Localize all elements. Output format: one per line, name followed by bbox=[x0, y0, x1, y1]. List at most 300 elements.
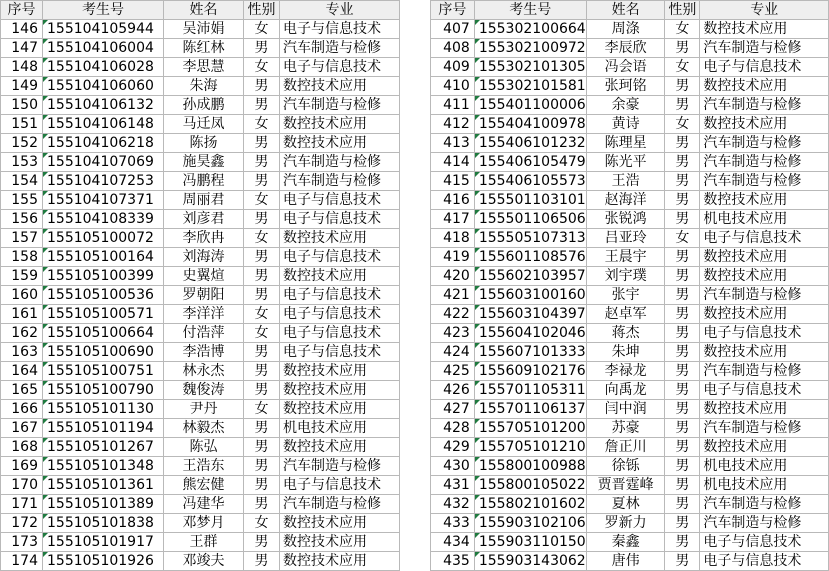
cell-seq[interactable]: 163 bbox=[1, 343, 43, 362]
cell-gender[interactable]: 男 bbox=[665, 457, 700, 476]
cell-gender[interactable]: 女 bbox=[244, 514, 280, 533]
cell-seq[interactable]: 149 bbox=[1, 77, 43, 96]
cell-gender[interactable]: 女 bbox=[244, 305, 280, 324]
cell-seq[interactable]: 424 bbox=[431, 343, 475, 362]
cell-major[interactable]: 数控技术应用 bbox=[280, 229, 400, 248]
cell-seq[interactable]: 162 bbox=[1, 324, 43, 343]
cell-name[interactable]: 张锐鸿 bbox=[586, 210, 665, 229]
cell-gender[interactable]: 女 bbox=[665, 20, 700, 39]
cell-exam-no[interactable]: 155104107371 bbox=[43, 191, 164, 210]
cell-gender[interactable]: 男 bbox=[665, 400, 700, 419]
cell-major[interactable]: 电子与信息技术 bbox=[280, 58, 400, 77]
cell-gender[interactable]: 男 bbox=[244, 438, 280, 457]
cell-seq[interactable]: 430 bbox=[431, 457, 475, 476]
cell-seq[interactable]: 173 bbox=[1, 533, 43, 552]
cell-gender[interactable]: 男 bbox=[665, 153, 700, 172]
cell-name[interactable]: 付浩萍 bbox=[164, 324, 244, 343]
cell-exam-no[interactable]: 155105100751 bbox=[43, 362, 164, 381]
cell-seq[interactable]: 156 bbox=[1, 210, 43, 229]
cell-major[interactable]: 数控技术应用 bbox=[700, 400, 829, 419]
cell-gender[interactable]: 男 bbox=[244, 39, 280, 58]
cell-gender[interactable]: 女 bbox=[244, 400, 280, 419]
cell-major[interactable]: 电子与信息技术 bbox=[280, 191, 400, 210]
cell-exam-no[interactable]: 155104105944 bbox=[43, 20, 164, 39]
cell-major[interactable]: 汽车制造与检修 bbox=[280, 39, 400, 58]
cell-name[interactable]: 吕亚玲 bbox=[586, 229, 665, 248]
header-gender[interactable]: 性别 bbox=[665, 1, 700, 20]
cell-major[interactable]: 电子与信息技术 bbox=[280, 324, 400, 343]
cell-major[interactable]: 汽车制造与检修 bbox=[280, 457, 400, 476]
cell-seq[interactable]: 432 bbox=[431, 495, 475, 514]
cell-name[interactable]: 罗朝阳 bbox=[164, 286, 244, 305]
cell-exam-no[interactable]: 155501106506 bbox=[474, 210, 586, 229]
cell-major[interactable]: 电子与信息技术 bbox=[700, 324, 829, 343]
cell-major[interactable]: 电子与信息技术 bbox=[700, 533, 829, 552]
header-seq[interactable]: 序号 bbox=[431, 1, 475, 20]
cell-name[interactable]: 李欣冉 bbox=[164, 229, 244, 248]
cell-major[interactable]: 数控技术应用 bbox=[280, 552, 400, 571]
cell-exam-no[interactable]: 155105101361 bbox=[43, 476, 164, 495]
cell-seq[interactable]: 171 bbox=[1, 495, 43, 514]
cell-name[interactable]: 尹丹 bbox=[164, 400, 244, 419]
cell-major[interactable]: 机电技术应用 bbox=[700, 210, 829, 229]
cell-name[interactable]: 冯建华 bbox=[164, 495, 244, 514]
cell-major[interactable]: 数控技术应用 bbox=[280, 134, 400, 153]
cell-major[interactable]: 汽车制造与检修 bbox=[700, 39, 829, 58]
cell-seq[interactable]: 419 bbox=[431, 248, 475, 267]
cell-gender[interactable]: 男 bbox=[244, 286, 280, 305]
cell-exam-no[interactable]: 155601108576 bbox=[474, 248, 586, 267]
cell-gender[interactable]: 男 bbox=[244, 172, 280, 191]
cell-exam-no[interactable]: 155406101232 bbox=[474, 134, 586, 153]
cell-gender[interactable]: 男 bbox=[665, 495, 700, 514]
cell-gender[interactable]: 女 bbox=[244, 115, 280, 134]
cell-exam-no[interactable]: 155701105311 bbox=[474, 381, 586, 400]
cell-major[interactable]: 电子与信息技术 bbox=[700, 552, 829, 571]
cell-major[interactable]: 汽车制造与检修 bbox=[700, 286, 829, 305]
cell-exam-no[interactable]: 155603104397 bbox=[474, 305, 586, 324]
cell-gender[interactable]: 男 bbox=[665, 134, 700, 153]
cell-exam-no[interactable]: 155105100664 bbox=[43, 324, 164, 343]
cell-name[interactable]: 林毅杰 bbox=[164, 419, 244, 438]
cell-major[interactable]: 汽车制造与检修 bbox=[280, 495, 400, 514]
cell-major[interactable]: 汽车制造与检修 bbox=[700, 96, 829, 115]
cell-name[interactable]: 赵卓军 bbox=[586, 305, 665, 324]
cell-exam-no[interactable]: 155104106004 bbox=[43, 39, 164, 58]
header-exam-no[interactable]: 考生号 bbox=[43, 1, 164, 20]
cell-seq[interactable]: 154 bbox=[1, 172, 43, 191]
cell-name[interactable]: 赵海洋 bbox=[586, 191, 665, 210]
cell-major[interactable]: 电子与信息技术 bbox=[280, 476, 400, 495]
cell-name[interactable]: 李辰欣 bbox=[586, 39, 665, 58]
cell-exam-no[interactable]: 155701106137 bbox=[474, 400, 586, 419]
cell-seq[interactable]: 147 bbox=[1, 39, 43, 58]
cell-name[interactable]: 张珂铭 bbox=[586, 77, 665, 96]
cell-name[interactable]: 魏俊涛 bbox=[164, 381, 244, 400]
cell-name[interactable]: 陈光平 bbox=[586, 153, 665, 172]
cell-exam-no[interactable]: 155105100690 bbox=[43, 343, 164, 362]
cell-name[interactable]: 秦鑫 bbox=[586, 533, 665, 552]
cell-name[interactable]: 刘彦君 bbox=[164, 210, 244, 229]
cell-major[interactable]: 汽车制造与检修 bbox=[700, 495, 829, 514]
cell-major[interactable]: 汽车制造与检修 bbox=[700, 134, 829, 153]
cell-seq[interactable]: 158 bbox=[1, 248, 43, 267]
cell-seq[interactable]: 409 bbox=[431, 58, 475, 77]
cell-major[interactable]: 电子与信息技术 bbox=[700, 58, 829, 77]
cell-name[interactable]: 孙成鹏 bbox=[164, 96, 244, 115]
cell-major[interactable]: 电子与信息技术 bbox=[280, 248, 400, 267]
cell-gender[interactable]: 男 bbox=[665, 533, 700, 552]
cell-seq[interactable]: 426 bbox=[431, 381, 475, 400]
cell-name[interactable]: 周涤 bbox=[586, 20, 665, 39]
cell-exam-no[interactable]: 155505107313 bbox=[474, 229, 586, 248]
cell-seq[interactable]: 435 bbox=[431, 552, 475, 571]
cell-gender[interactable]: 男 bbox=[665, 305, 700, 324]
cell-seq[interactable]: 418 bbox=[431, 229, 475, 248]
cell-major[interactable]: 数控技术应用 bbox=[700, 267, 829, 286]
cell-seq[interactable]: 159 bbox=[1, 267, 43, 286]
cell-name[interactable]: 苏豪 bbox=[586, 419, 665, 438]
cell-seq[interactable]: 417 bbox=[431, 210, 475, 229]
cell-exam-no[interactable]: 155302101581 bbox=[474, 77, 586, 96]
cell-name[interactable]: 邓竣夫 bbox=[164, 552, 244, 571]
cell-major[interactable]: 机电技术应用 bbox=[700, 457, 829, 476]
cell-exam-no[interactable]: 155609102176 bbox=[474, 362, 586, 381]
cell-seq[interactable]: 425 bbox=[431, 362, 475, 381]
cell-gender[interactable]: 男 bbox=[665, 172, 700, 191]
cell-major[interactable]: 数控技术应用 bbox=[280, 267, 400, 286]
cell-gender[interactable]: 男 bbox=[244, 533, 280, 552]
cell-major[interactable]: 数控技术应用 bbox=[280, 514, 400, 533]
cell-gender[interactable]: 男 bbox=[665, 191, 700, 210]
cell-name[interactable]: 陈扬 bbox=[164, 134, 244, 153]
cell-major[interactable]: 数控技术应用 bbox=[700, 343, 829, 362]
cell-name[interactable]: 冯会语 bbox=[586, 58, 665, 77]
cell-major[interactable]: 电子与信息技术 bbox=[280, 286, 400, 305]
cell-gender[interactable]: 男 bbox=[665, 343, 700, 362]
cell-gender[interactable]: 男 bbox=[665, 552, 700, 571]
cell-gender[interactable]: 男 bbox=[665, 438, 700, 457]
cell-major[interactable]: 数控技术应用 bbox=[700, 77, 829, 96]
cell-exam-no[interactable]: 155705101200 bbox=[474, 419, 586, 438]
cell-exam-no[interactable]: 155104107253 bbox=[43, 172, 164, 191]
cell-seq[interactable]: 420 bbox=[431, 267, 475, 286]
cell-major[interactable]: 电子与信息技术 bbox=[700, 381, 829, 400]
cell-name[interactable]: 徐铄 bbox=[586, 457, 665, 476]
cell-exam-no[interactable]: 155705101210 bbox=[474, 438, 586, 457]
cell-seq[interactable]: 153 bbox=[1, 153, 43, 172]
cell-major[interactable]: 汽车制造与检修 bbox=[700, 362, 829, 381]
cell-major[interactable]: 机电技术应用 bbox=[700, 476, 829, 495]
cell-major[interactable]: 数控技术应用 bbox=[700, 191, 829, 210]
cell-seq[interactable]: 413 bbox=[431, 134, 475, 153]
cell-exam-no[interactable]: 155104106028 bbox=[43, 58, 164, 77]
cell-gender[interactable]: 女 bbox=[665, 58, 700, 77]
cell-name[interactable]: 林永杰 bbox=[164, 362, 244, 381]
cell-exam-no[interactable]: 155302100664 bbox=[474, 20, 586, 39]
cell-exam-no[interactable]: 155105101194 bbox=[43, 419, 164, 438]
cell-gender[interactable]: 男 bbox=[244, 362, 280, 381]
header-gender[interactable]: 性别 bbox=[244, 1, 280, 20]
cell-gender[interactable]: 男 bbox=[665, 514, 700, 533]
cell-seq[interactable]: 148 bbox=[1, 58, 43, 77]
cell-major[interactable]: 数控技术应用 bbox=[700, 248, 829, 267]
cell-exam-no[interactable]: 155802101602 bbox=[474, 495, 586, 514]
cell-gender[interactable]: 男 bbox=[665, 286, 700, 305]
cell-seq[interactable]: 428 bbox=[431, 419, 475, 438]
header-major[interactable]: 专业 bbox=[280, 1, 400, 20]
cell-gender[interactable]: 男 bbox=[665, 476, 700, 495]
cell-name[interactable]: 马迁凤 bbox=[164, 115, 244, 134]
cell-name[interactable]: 陈理星 bbox=[586, 134, 665, 153]
cell-major[interactable]: 电子与信息技术 bbox=[280, 210, 400, 229]
cell-gender[interactable]: 男 bbox=[244, 476, 280, 495]
cell-gender[interactable]: 男 bbox=[244, 153, 280, 172]
cell-major[interactable]: 数控技术应用 bbox=[280, 400, 400, 419]
cell-name[interactable]: 刘宇璞 bbox=[586, 267, 665, 286]
cell-name[interactable]: 黄诗 bbox=[586, 115, 665, 134]
cell-seq[interactable]: 170 bbox=[1, 476, 43, 495]
cell-major[interactable]: 电子与信息技术 bbox=[280, 305, 400, 324]
cell-name[interactable]: 唐伟 bbox=[586, 552, 665, 571]
cell-gender[interactable]: 男 bbox=[665, 96, 700, 115]
cell-exam-no[interactable]: 155104106148 bbox=[43, 115, 164, 134]
cell-name[interactable]: 李禄龙 bbox=[586, 362, 665, 381]
cell-exam-no[interactable]: 155105100571 bbox=[43, 305, 164, 324]
cell-name[interactable]: 朱坤 bbox=[586, 343, 665, 362]
cell-name[interactable]: 余豪 bbox=[586, 96, 665, 115]
cell-seq[interactable]: 152 bbox=[1, 134, 43, 153]
cell-seq[interactable]: 415 bbox=[431, 172, 475, 191]
cell-gender[interactable]: 女 bbox=[665, 115, 700, 134]
cell-gender[interactable]: 女 bbox=[244, 229, 280, 248]
header-name[interactable]: 姓名 bbox=[586, 1, 665, 20]
cell-name[interactable]: 冯鹏程 bbox=[164, 172, 244, 191]
cell-gender[interactable]: 男 bbox=[244, 495, 280, 514]
cell-name[interactable]: 史翼煊 bbox=[164, 267, 244, 286]
cell-seq[interactable]: 157 bbox=[1, 229, 43, 248]
cell-major[interactable]: 数控技术应用 bbox=[280, 381, 400, 400]
cell-name[interactable]: 李浩博 bbox=[164, 343, 244, 362]
cell-exam-no[interactable]: 155302100972 bbox=[474, 39, 586, 58]
cell-name[interactable]: 周丽君 bbox=[164, 191, 244, 210]
cell-exam-no[interactable]: 155104106060 bbox=[43, 77, 164, 96]
header-exam-no[interactable]: 考生号 bbox=[474, 1, 586, 20]
cell-gender[interactable]: 男 bbox=[244, 552, 280, 571]
cell-name[interactable]: 詹正川 bbox=[586, 438, 665, 457]
cell-seq[interactable]: 411 bbox=[431, 96, 475, 115]
cell-major[interactable]: 数控技术应用 bbox=[700, 305, 829, 324]
cell-gender[interactable]: 男 bbox=[244, 134, 280, 153]
cell-seq[interactable]: 410 bbox=[431, 77, 475, 96]
cell-seq[interactable]: 165 bbox=[1, 381, 43, 400]
cell-seq[interactable]: 174 bbox=[1, 552, 43, 571]
cell-exam-no[interactable]: 155105100536 bbox=[43, 286, 164, 305]
cell-seq[interactable]: 172 bbox=[1, 514, 43, 533]
cell-gender[interactable]: 女 bbox=[244, 20, 280, 39]
cell-exam-no[interactable]: 155105101389 bbox=[43, 495, 164, 514]
cell-exam-no[interactable]: 155903143062 bbox=[474, 552, 586, 571]
cell-exam-no[interactable]: 155104106132 bbox=[43, 96, 164, 115]
cell-seq[interactable]: 150 bbox=[1, 96, 43, 115]
cell-exam-no[interactable]: 155406105573 bbox=[474, 172, 586, 191]
cell-exam-no[interactable]: 155105100072 bbox=[43, 229, 164, 248]
cell-exam-no[interactable]: 155105101267 bbox=[43, 438, 164, 457]
cell-seq[interactable]: 421 bbox=[431, 286, 475, 305]
cell-exam-no[interactable]: 155604102046 bbox=[474, 324, 586, 343]
cell-gender[interactable]: 男 bbox=[665, 362, 700, 381]
cell-seq[interactable]: 151 bbox=[1, 115, 43, 134]
cell-gender[interactable]: 男 bbox=[244, 248, 280, 267]
cell-gender[interactable]: 男 bbox=[244, 267, 280, 286]
cell-gender[interactable]: 女 bbox=[244, 324, 280, 343]
cell-exam-no[interactable]: 155105101838 bbox=[43, 514, 164, 533]
cell-seq[interactable]: 416 bbox=[431, 191, 475, 210]
cell-exam-no[interactable]: 155104107069 bbox=[43, 153, 164, 172]
header-major[interactable]: 专业 bbox=[700, 1, 829, 20]
cell-seq[interactable]: 423 bbox=[431, 324, 475, 343]
cell-name[interactable]: 陈红林 bbox=[164, 39, 244, 58]
cell-exam-no[interactable]: 155406105479 bbox=[474, 153, 586, 172]
cell-name[interactable]: 吴沛娟 bbox=[164, 20, 244, 39]
cell-gender[interactable]: 男 bbox=[244, 381, 280, 400]
cell-gender[interactable]: 男 bbox=[244, 210, 280, 229]
cell-name[interactable]: 施昊鑫 bbox=[164, 153, 244, 172]
cell-name[interactable]: 夏林 bbox=[586, 495, 665, 514]
cell-name[interactable]: 王浩 bbox=[586, 172, 665, 191]
cell-gender[interactable]: 女 bbox=[244, 58, 280, 77]
cell-seq[interactable]: 429 bbox=[431, 438, 475, 457]
cell-name[interactable]: 蒋杰 bbox=[586, 324, 665, 343]
cell-seq[interactable]: 408 bbox=[431, 39, 475, 58]
cell-seq[interactable]: 412 bbox=[431, 115, 475, 134]
cell-gender[interactable]: 男 bbox=[665, 210, 700, 229]
cell-seq[interactable]: 407 bbox=[431, 20, 475, 39]
cell-name[interactable]: 王晨宇 bbox=[586, 248, 665, 267]
cell-name[interactable]: 张宇 bbox=[586, 286, 665, 305]
cell-seq[interactable]: 161 bbox=[1, 305, 43, 324]
cell-exam-no[interactable]: 155104106218 bbox=[43, 134, 164, 153]
cell-gender[interactable]: 男 bbox=[244, 343, 280, 362]
cell-exam-no[interactable]: 155105101917 bbox=[43, 533, 164, 552]
cell-name[interactable]: 陈弘 bbox=[164, 438, 244, 457]
cell-gender[interactable]: 男 bbox=[244, 77, 280, 96]
cell-exam-no[interactable]: 155401100006 bbox=[474, 96, 586, 115]
cell-major[interactable]: 数控技术应用 bbox=[700, 438, 829, 457]
cell-name[interactable]: 贾晋霆峰 bbox=[586, 476, 665, 495]
header-name[interactable]: 姓名 bbox=[164, 1, 244, 20]
cell-major[interactable]: 汽车制造与检修 bbox=[700, 172, 829, 191]
cell-seq[interactable]: 166 bbox=[1, 400, 43, 419]
cell-gender[interactable]: 男 bbox=[665, 77, 700, 96]
cell-exam-no[interactable]: 155603100160 bbox=[474, 286, 586, 305]
cell-exam-no[interactable]: 155903102106 bbox=[474, 514, 586, 533]
cell-seq[interactable]: 169 bbox=[1, 457, 43, 476]
cell-exam-no[interactable]: 155105101926 bbox=[43, 552, 164, 571]
cell-gender[interactable]: 女 bbox=[665, 229, 700, 248]
cell-exam-no[interactable]: 155105100164 bbox=[43, 248, 164, 267]
cell-gender[interactable]: 男 bbox=[665, 248, 700, 267]
cell-exam-no[interactable]: 155302101305 bbox=[474, 58, 586, 77]
cell-exam-no[interactable]: 155800100988 bbox=[474, 457, 586, 476]
header-seq[interactable]: 序号 bbox=[1, 1, 43, 20]
cell-seq[interactable]: 427 bbox=[431, 400, 475, 419]
cell-gender[interactable]: 男 bbox=[665, 381, 700, 400]
cell-exam-no[interactable]: 155800105022 bbox=[474, 476, 586, 495]
cell-name[interactable]: 李思慧 bbox=[164, 58, 244, 77]
cell-gender[interactable]: 女 bbox=[244, 191, 280, 210]
cell-name[interactable]: 王群 bbox=[164, 533, 244, 552]
cell-major[interactable]: 汽车制造与检修 bbox=[280, 96, 400, 115]
cell-exam-no[interactable]: 155602103957 bbox=[474, 267, 586, 286]
cell-seq[interactable]: 155 bbox=[1, 191, 43, 210]
cell-seq[interactable]: 414 bbox=[431, 153, 475, 172]
cell-major[interactable]: 汽车制造与检修 bbox=[280, 153, 400, 172]
cell-gender[interactable]: 男 bbox=[665, 39, 700, 58]
cell-major[interactable]: 电子与信息技术 bbox=[280, 343, 400, 362]
cell-major[interactable]: 机电技术应用 bbox=[280, 419, 400, 438]
cell-exam-no[interactable]: 155404100978 bbox=[474, 115, 586, 134]
cell-gender[interactable]: 男 bbox=[665, 419, 700, 438]
cell-seq[interactable]: 422 bbox=[431, 305, 475, 324]
cell-exam-no[interactable]: 155105100790 bbox=[43, 381, 164, 400]
cell-gender[interactable]: 男 bbox=[665, 267, 700, 286]
cell-major[interactable]: 汽车制造与检修 bbox=[700, 419, 829, 438]
cell-name[interactable]: 熊宏健 bbox=[164, 476, 244, 495]
cell-name[interactable]: 闫中润 bbox=[586, 400, 665, 419]
cell-seq[interactable]: 146 bbox=[1, 20, 43, 39]
cell-exam-no[interactable]: 155105100399 bbox=[43, 267, 164, 286]
cell-major[interactable]: 汽车制造与检修 bbox=[280, 172, 400, 191]
cell-seq[interactable]: 434 bbox=[431, 533, 475, 552]
cell-exam-no[interactable]: 155105101130 bbox=[43, 400, 164, 419]
cell-gender[interactable]: 男 bbox=[665, 324, 700, 343]
cell-gender[interactable]: 男 bbox=[244, 96, 280, 115]
cell-exam-no[interactable]: 155903110150 bbox=[474, 533, 586, 552]
cell-name[interactable]: 王浩东 bbox=[164, 457, 244, 476]
cell-seq[interactable]: 164 bbox=[1, 362, 43, 381]
cell-major[interactable]: 数控技术应用 bbox=[700, 115, 829, 134]
cell-exam-no[interactable]: 155105101348 bbox=[43, 457, 164, 476]
cell-seq[interactable]: 167 bbox=[1, 419, 43, 438]
cell-gender[interactable]: 男 bbox=[244, 457, 280, 476]
cell-major[interactable]: 汽车制造与检修 bbox=[700, 153, 829, 172]
cell-gender[interactable]: 男 bbox=[244, 419, 280, 438]
cell-exam-no[interactable]: 155501103101 bbox=[474, 191, 586, 210]
cell-exam-no[interactable]: 155607101333 bbox=[474, 343, 586, 362]
cell-major[interactable]: 数控技术应用 bbox=[700, 20, 829, 39]
cell-major[interactable]: 数控技术应用 bbox=[280, 362, 400, 381]
cell-major[interactable]: 电子与信息技术 bbox=[700, 229, 829, 248]
cell-name[interactable]: 向禹龙 bbox=[586, 381, 665, 400]
cell-name[interactable]: 朱海 bbox=[164, 77, 244, 96]
cell-name[interactable]: 罗新力 bbox=[586, 514, 665, 533]
cell-seq[interactable]: 168 bbox=[1, 438, 43, 457]
cell-major[interactable]: 数控技术应用 bbox=[280, 77, 400, 96]
cell-major[interactable]: 电子与信息技术 bbox=[280, 20, 400, 39]
cell-name[interactable]: 刘海涛 bbox=[164, 248, 244, 267]
cell-major[interactable]: 数控技术应用 bbox=[280, 438, 400, 457]
cell-major[interactable]: 汽车制造与检修 bbox=[700, 514, 829, 533]
cell-major[interactable]: 数控技术应用 bbox=[280, 115, 400, 134]
cell-name[interactable]: 邓梦月 bbox=[164, 514, 244, 533]
cell-seq[interactable]: 433 bbox=[431, 514, 475, 533]
cell-seq[interactable]: 160 bbox=[1, 286, 43, 305]
cell-exam-no[interactable]: 155104108339 bbox=[43, 210, 164, 229]
cell-major[interactable]: 数控技术应用 bbox=[280, 533, 400, 552]
cell-name[interactable]: 李洋洋 bbox=[164, 305, 244, 324]
cell-seq[interactable]: 431 bbox=[431, 476, 475, 495]
